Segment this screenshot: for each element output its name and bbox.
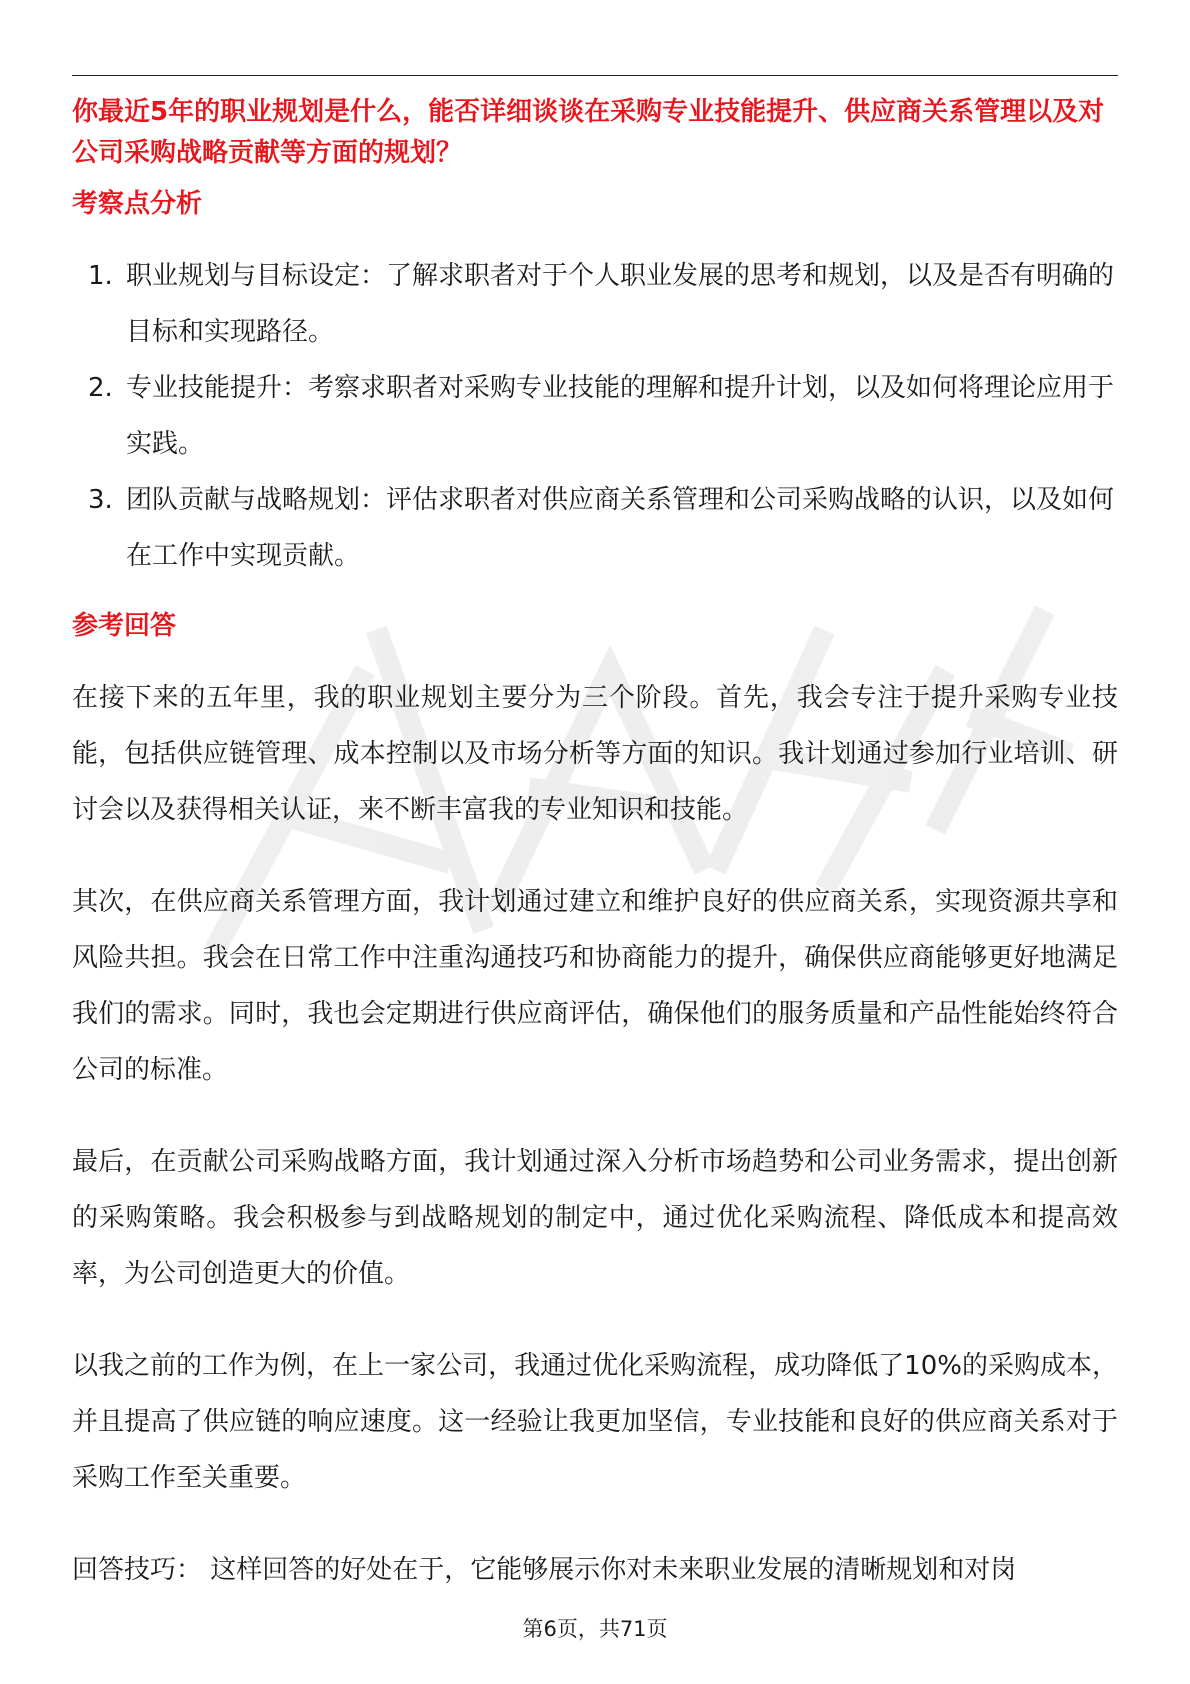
answer-tips: 回答技巧： 这样回答的好处在于，它能够展示你对未来职业发展的清晰规划和对岗 [72, 1555, 1017, 1585]
answer-paragraph: 其次，在供应商关系管理方面，我计划通过建立和维护良好的供应商关系，实现资源共享和风险共担。我会在日常工作中注重沟通技巧和协商能力的提升，确保供应商能够更好地满足我们的需求。同时，我也会定期进行供应商评估，确保他们的服务质量和产品性能始终符合公司的标准。 [72, 887, 1118, 1085]
answer-paragraph: 在接下来的五年里，我的职业规划主要分为三个阶段。首先，我会专注于提升采购专业技能，包括供应链管理、成本控制以及市场分析等方面的知识。我计划通过参加行业培训、研讨会以及获得相关认证，来不断丰富我的专业知识和技能。 [72, 683, 1118, 825]
document-body [72, 92, 1118, 1598]
point-number: 2. [88, 373, 113, 403]
point-text: 团队贡献与战略规划：评估求职者对供应商关系管理和公司采购战略的认识，以及如何在工作中实现贡献。 [126, 485, 1115, 571]
analysis-heading: 考察点分析 [72, 189, 203, 219]
point-text: 职业规划与目标设定：了解求职者对于个人职业发展的思考和规划，以及是否有明确的目标和实现路径。 [126, 261, 1115, 347]
point-text: 专业技能提升：考察求职者对采购专业技能的理解和提升计划，以及如何将理论应用于实践。 [126, 373, 1115, 459]
analysis-point [72, 248, 1118, 360]
analysis-point [72, 472, 1118, 584]
answer-paragraph: 以我之前的工作为例，在上一家公司，我通过优化采购流程，成功降低了10%的采购成本，并且提高了供应链的响应速度。这一经验让我更加坚信，专业技能和良好的供应商关系对于采购工作至关重要。 [72, 1351, 1118, 1493]
analysis-points [72, 248, 1118, 584]
interview-question: 你最近5年的职业规划是什么，能否详细谈谈在采购专业技能提升、供应商关系管理以及对公司采购战略贡献等方面的规划？ [72, 97, 1105, 168]
analysis-point [72, 360, 1118, 472]
point-number: 3. [88, 485, 113, 515]
header-rule [72, 75, 1118, 76]
point-number: 1. [88, 261, 113, 291]
answer-paragraph: 最后，在贡献公司采购战略方面，我计划通过深入分析市场趋势和公司业务需求，提出创新的采购策略。我会积极参与到战略规划的制定中，通过优化采购流程、降低成本和提高效率，为公司创造更大的价值。 [72, 1147, 1118, 1289]
answer-heading: 参考回答 [72, 611, 177, 641]
page-number: 第6页，共71页 [522, 1617, 668, 1641]
